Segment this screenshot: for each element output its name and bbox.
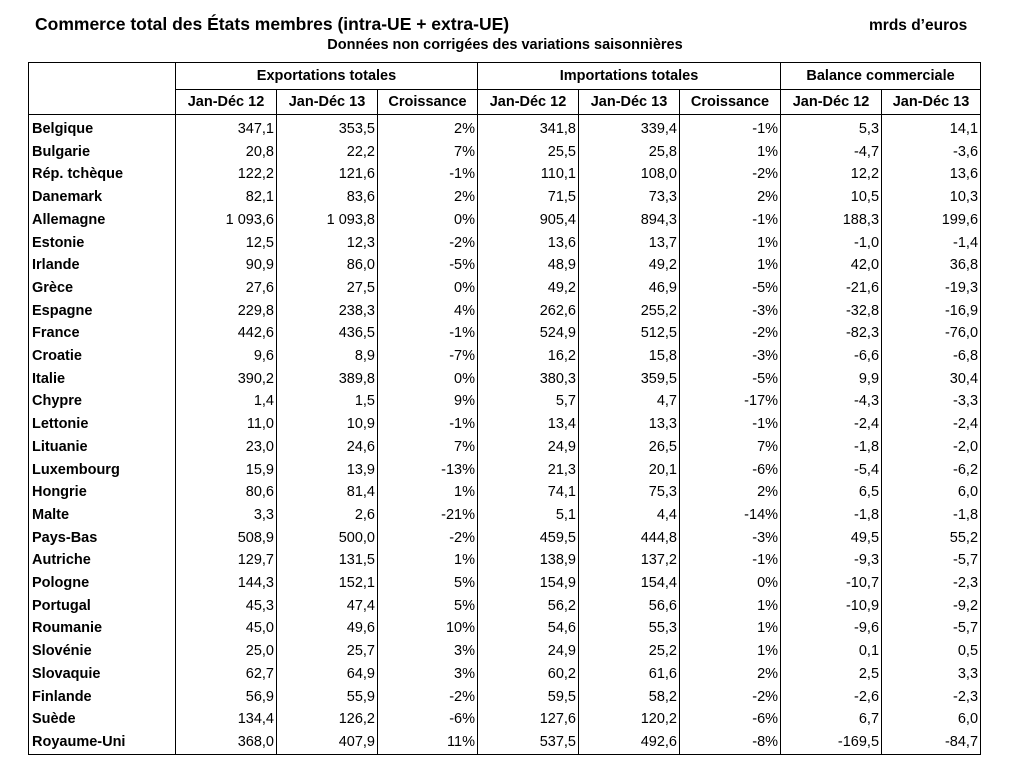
value-cell: -10,9	[781, 595, 882, 618]
country-cell: Lettonie	[29, 413, 176, 436]
table-row	[29, 436, 981, 459]
value-cell: 5,3	[781, 115, 882, 141]
table-row	[29, 209, 981, 232]
column-header: Jan-Déc 13	[579, 90, 680, 115]
value-cell: -21%	[378, 504, 478, 527]
value-cell: 71,5	[478, 186, 579, 209]
table-row	[29, 640, 981, 663]
value-cell: -2,3	[882, 572, 981, 595]
value-cell: 49,2	[478, 277, 579, 300]
value-cell: 436,5	[277, 322, 378, 345]
table-row	[29, 186, 981, 209]
value-cell: 27,5	[277, 277, 378, 300]
value-cell: -13%	[378, 459, 478, 482]
table-row	[29, 549, 981, 572]
country-cell: Rép. tchèque	[29, 163, 176, 186]
value-cell: 45,3	[176, 595, 277, 618]
value-cell: -6%	[680, 708, 781, 731]
table-row	[29, 141, 981, 164]
value-cell: 21,3	[478, 459, 579, 482]
value-cell: 23,0	[176, 436, 277, 459]
table-row	[29, 595, 981, 618]
value-cell: 15,8	[579, 345, 680, 368]
value-cell: 537,5	[478, 731, 579, 754]
value-cell: 1%	[680, 232, 781, 255]
value-cell: 13,6	[478, 232, 579, 255]
value-cell: 2,5	[781, 663, 882, 686]
value-cell: 1 093,8	[277, 209, 378, 232]
value-cell: 49,5	[781, 527, 882, 550]
group-header-imports: Importations totales	[478, 63, 781, 90]
value-cell: 15,9	[176, 459, 277, 482]
value-cell: 894,3	[579, 209, 680, 232]
value-cell: 48,9	[478, 254, 579, 277]
table-row	[29, 163, 981, 186]
value-cell: 10,5	[781, 186, 882, 209]
value-cell: -6%	[680, 459, 781, 482]
value-cell: 127,6	[478, 708, 579, 731]
value-cell: -76,0	[882, 322, 981, 345]
value-cell: 154,9	[478, 572, 579, 595]
country-cell: Lituanie	[29, 436, 176, 459]
value-cell: 905,4	[478, 209, 579, 232]
value-cell: -5%	[680, 277, 781, 300]
column-header: Jan-Déc 13	[277, 90, 378, 115]
value-cell: 121,6	[277, 163, 378, 186]
table-body	[29, 115, 981, 755]
value-cell: 407,9	[277, 731, 378, 754]
value-cell: -2,3	[882, 686, 981, 709]
value-cell: -1%	[680, 209, 781, 232]
value-cell: -3%	[680, 300, 781, 323]
value-cell: 262,6	[478, 300, 579, 323]
value-cell: 11,0	[176, 413, 277, 436]
value-cell: 389,8	[277, 368, 378, 391]
value-cell: 59,5	[478, 686, 579, 709]
value-cell: -9,2	[882, 595, 981, 618]
value-cell: 49,2	[579, 254, 680, 277]
value-cell: 60,2	[478, 663, 579, 686]
value-cell: -3%	[680, 345, 781, 368]
value-cell: 154,4	[579, 572, 680, 595]
value-cell: 5,7	[478, 390, 579, 413]
value-cell: 4,7	[579, 390, 680, 413]
country-cell: Grèce	[29, 277, 176, 300]
value-cell: 9,9	[781, 368, 882, 391]
value-cell: 353,5	[277, 115, 378, 141]
country-cell: Estonie	[29, 232, 176, 255]
value-cell: 64,9	[277, 663, 378, 686]
value-cell: -3,6	[882, 141, 981, 164]
table-row	[29, 390, 981, 413]
value-cell: -14%	[680, 504, 781, 527]
country-cell: Finlande	[29, 686, 176, 709]
table-row	[29, 686, 981, 709]
value-cell: -2%	[378, 527, 478, 550]
value-cell: -9,6	[781, 617, 882, 640]
value-cell: 10,3	[882, 186, 981, 209]
table-row	[29, 708, 981, 731]
value-cell: 0,5	[882, 640, 981, 663]
value-cell: 110,1	[478, 163, 579, 186]
country-cell: Bulgarie	[29, 141, 176, 164]
value-cell: 54,6	[478, 617, 579, 640]
value-cell: -2%	[378, 686, 478, 709]
country-cell: Belgique	[29, 115, 176, 141]
value-cell: 134,4	[176, 708, 277, 731]
value-cell: 25,2	[579, 640, 680, 663]
value-cell: 108,0	[579, 163, 680, 186]
value-cell: 10%	[378, 617, 478, 640]
value-cell: 13,7	[579, 232, 680, 255]
value-cell: 0%	[680, 572, 781, 595]
value-cell: 137,2	[579, 549, 680, 572]
value-cell: 1,5	[277, 390, 378, 413]
value-cell: 3,3	[882, 663, 981, 686]
table-row	[29, 481, 981, 504]
value-cell: 6,0	[882, 708, 981, 731]
value-cell: 2,6	[277, 504, 378, 527]
value-cell: 6,0	[882, 481, 981, 504]
value-cell: 61,6	[579, 663, 680, 686]
value-cell: 36,8	[882, 254, 981, 277]
table-row	[29, 300, 981, 323]
value-cell: 368,0	[176, 731, 277, 754]
value-cell: 0%	[378, 368, 478, 391]
country-cell: Pays-Bas	[29, 527, 176, 550]
country-cell: Slovaquie	[29, 663, 176, 686]
value-cell: 62,7	[176, 663, 277, 686]
value-cell: 122,2	[176, 163, 277, 186]
value-cell: 10,9	[277, 413, 378, 436]
value-cell: 5%	[378, 595, 478, 618]
country-cell: Espagne	[29, 300, 176, 323]
value-cell: -4,7	[781, 141, 882, 164]
country-cell: France	[29, 322, 176, 345]
value-cell: 11%	[378, 731, 478, 754]
value-cell: -2%	[680, 686, 781, 709]
value-cell: 152,1	[277, 572, 378, 595]
value-cell: 255,2	[579, 300, 680, 323]
value-cell: -1,8	[781, 504, 882, 527]
table-row	[29, 731, 981, 754]
value-cell: -9,3	[781, 549, 882, 572]
value-cell: 81,4	[277, 481, 378, 504]
value-cell: -1,4	[882, 232, 981, 255]
country-cell: Autriche	[29, 549, 176, 572]
table-row	[29, 504, 981, 527]
value-cell: -169,5	[781, 731, 882, 754]
table-row	[29, 413, 981, 436]
value-cell: 22,2	[277, 141, 378, 164]
value-cell: 138,9	[478, 549, 579, 572]
value-cell: 199,6	[882, 209, 981, 232]
page-title: Commerce total des États membres (intra-UE + extra-UE)	[35, 14, 510, 34]
value-cell: -5,7	[882, 617, 981, 640]
value-cell: 24,6	[277, 436, 378, 459]
value-cell: -1,0	[781, 232, 882, 255]
value-cell: 3,3	[176, 504, 277, 527]
value-cell: 26,5	[579, 436, 680, 459]
value-cell: 9,6	[176, 345, 277, 368]
value-cell: 55,9	[277, 686, 378, 709]
value-cell: 13,9	[277, 459, 378, 482]
value-cell: 47,4	[277, 595, 378, 618]
value-cell: 6,7	[781, 708, 882, 731]
value-cell: 4%	[378, 300, 478, 323]
value-cell: -5,4	[781, 459, 882, 482]
value-cell: 30,4	[882, 368, 981, 391]
value-cell: -1%	[680, 413, 781, 436]
value-cell: 229,8	[176, 300, 277, 323]
column-header: Jan-Déc 13	[882, 90, 981, 115]
value-cell: 56,6	[579, 595, 680, 618]
value-cell: 82,1	[176, 186, 277, 209]
value-cell: 14,1	[882, 115, 981, 141]
value-cell: -6,6	[781, 345, 882, 368]
value-cell: -7%	[378, 345, 478, 368]
value-cell: 1%	[680, 617, 781, 640]
value-cell: 1%	[680, 640, 781, 663]
value-cell: 74,1	[478, 481, 579, 504]
value-cell: 27,6	[176, 277, 277, 300]
value-cell: 380,3	[478, 368, 579, 391]
value-cell: 3%	[378, 663, 478, 686]
table-row	[29, 115, 981, 141]
value-cell: 83,6	[277, 186, 378, 209]
value-cell: -1%	[680, 115, 781, 141]
value-cell: -2,4	[781, 413, 882, 436]
value-cell: -21,6	[781, 277, 882, 300]
value-cell: 12,5	[176, 232, 277, 255]
value-cell: 73,3	[579, 186, 680, 209]
value-cell: 144,3	[176, 572, 277, 595]
value-cell: 2%	[378, 186, 478, 209]
value-cell: 58,2	[579, 686, 680, 709]
value-cell: 45,0	[176, 617, 277, 640]
value-cell: 0,1	[781, 640, 882, 663]
country-cell: Allemagne	[29, 209, 176, 232]
value-cell: 5,1	[478, 504, 579, 527]
value-cell: -2,0	[882, 436, 981, 459]
table-row	[29, 572, 981, 595]
value-cell: 5%	[378, 572, 478, 595]
value-cell: -16,9	[882, 300, 981, 323]
value-cell: 1%	[680, 595, 781, 618]
value-cell: 3%	[378, 640, 478, 663]
value-cell: 13,4	[478, 413, 579, 436]
value-cell: -8%	[680, 731, 781, 754]
table-row	[29, 232, 981, 255]
value-cell: 2%	[680, 663, 781, 686]
value-cell: 56,2	[478, 595, 579, 618]
value-cell: 7%	[378, 436, 478, 459]
value-cell: 46,9	[579, 277, 680, 300]
value-cell: 2%	[680, 481, 781, 504]
value-cell: 25,5	[478, 141, 579, 164]
value-cell: -6,8	[882, 345, 981, 368]
table-row	[29, 459, 981, 482]
value-cell: -2%	[680, 163, 781, 186]
value-cell: -1%	[378, 413, 478, 436]
value-cell: -2%	[378, 232, 478, 255]
value-cell: 126,2	[277, 708, 378, 731]
country-cell: Malte	[29, 504, 176, 527]
value-cell: -5%	[378, 254, 478, 277]
value-cell: -1%	[680, 549, 781, 572]
page-subtitle: Données non corrigées des variations saisonnières	[327, 37, 683, 53]
value-cell: 1%	[680, 254, 781, 277]
value-cell: 12,2	[781, 163, 882, 186]
country-cell: Portugal	[29, 595, 176, 618]
country-cell: Suède	[29, 708, 176, 731]
value-cell: -4,3	[781, 390, 882, 413]
value-cell: -10,7	[781, 572, 882, 595]
value-cell: 7%	[378, 141, 478, 164]
value-cell: -17%	[680, 390, 781, 413]
value-cell: 1%	[680, 141, 781, 164]
table-row	[29, 277, 981, 300]
value-cell: -84,7	[882, 731, 981, 754]
value-cell: 459,5	[478, 527, 579, 550]
value-cell: 25,7	[277, 640, 378, 663]
value-cell: 24,9	[478, 640, 579, 663]
value-cell: 86,0	[277, 254, 378, 277]
value-cell: 25,8	[579, 141, 680, 164]
value-cell: 20,8	[176, 141, 277, 164]
table-row	[29, 368, 981, 391]
value-cell: 512,5	[579, 322, 680, 345]
group-header-exports: Exportations totales	[176, 63, 478, 90]
value-cell: 339,4	[579, 115, 680, 141]
value-cell: 55,2	[882, 527, 981, 550]
value-cell: 120,2	[579, 708, 680, 731]
trade-table	[28, 62, 981, 755]
value-cell: -82,3	[781, 322, 882, 345]
value-cell: 238,3	[277, 300, 378, 323]
table-row	[29, 617, 981, 640]
value-cell: 24,9	[478, 436, 579, 459]
value-cell: 347,1	[176, 115, 277, 141]
value-cell: 16,2	[478, 345, 579, 368]
value-cell: 9%	[378, 390, 478, 413]
value-cell: 20,1	[579, 459, 680, 482]
value-cell: 8,9	[277, 345, 378, 368]
value-cell: 2%	[680, 186, 781, 209]
value-cell: 131,5	[277, 549, 378, 572]
value-cell: 524,9	[478, 322, 579, 345]
value-cell: 2%	[378, 115, 478, 141]
table-row	[29, 345, 981, 368]
country-cell: Croatie	[29, 345, 176, 368]
value-cell: -3,3	[882, 390, 981, 413]
table-row	[29, 527, 981, 550]
country-cell: Royaume-Uni	[29, 731, 176, 754]
value-cell: 12,3	[277, 232, 378, 255]
country-cell: Hongrie	[29, 481, 176, 504]
value-cell: -1%	[378, 163, 478, 186]
value-cell: 188,3	[781, 209, 882, 232]
value-cell: 4,4	[579, 504, 680, 527]
group-header-balance: Balance commerciale	[781, 63, 981, 90]
column-header: Jan-Déc 12	[781, 90, 882, 115]
value-cell: 341,8	[478, 115, 579, 141]
country-cell: Chypre	[29, 390, 176, 413]
value-cell: 42,0	[781, 254, 882, 277]
table-row	[29, 663, 981, 686]
value-cell: 49,6	[277, 617, 378, 640]
value-cell: 6,5	[781, 481, 882, 504]
value-cell: 1 093,6	[176, 209, 277, 232]
value-cell: 80,6	[176, 481, 277, 504]
value-cell: 508,9	[176, 527, 277, 550]
value-cell: -2%	[680, 322, 781, 345]
value-cell: 129,7	[176, 549, 277, 572]
value-cell: 492,6	[579, 731, 680, 754]
value-cell: 55,3	[579, 617, 680, 640]
value-cell: -5%	[680, 368, 781, 391]
table-row	[29, 322, 981, 345]
value-cell: -3%	[680, 527, 781, 550]
country-cell: Slovénie	[29, 640, 176, 663]
value-cell: 1%	[378, 549, 478, 572]
country-cell: Luxembourg	[29, 459, 176, 482]
country-cell: Irlande	[29, 254, 176, 277]
value-cell: 390,2	[176, 368, 277, 391]
value-cell: 0%	[378, 277, 478, 300]
value-cell: 56,9	[176, 686, 277, 709]
country-cell: Roumanie	[29, 617, 176, 640]
table-row	[29, 254, 981, 277]
column-header: Jan-Déc 12	[176, 90, 277, 115]
value-cell: 1%	[378, 481, 478, 504]
country-cell: Italie	[29, 368, 176, 391]
column-header: Croissance	[680, 90, 781, 115]
value-cell: 90,9	[176, 254, 277, 277]
value-cell: -2,4	[882, 413, 981, 436]
value-cell: 500,0	[277, 527, 378, 550]
value-cell: -1%	[378, 322, 478, 345]
value-cell: -1,8	[781, 436, 882, 459]
value-cell: 1,4	[176, 390, 277, 413]
corner-header	[29, 63, 176, 115]
value-cell: 13,6	[882, 163, 981, 186]
value-cell: 359,5	[579, 368, 680, 391]
value-cell: 13,3	[579, 413, 680, 436]
value-cell: -6%	[378, 708, 478, 731]
value-cell: -32,8	[781, 300, 882, 323]
value-cell: 7%	[680, 436, 781, 459]
value-cell: 25,0	[176, 640, 277, 663]
unit-label: mrds d’euros	[869, 17, 968, 34]
country-cell: Pologne	[29, 572, 176, 595]
value-cell: -6,2	[882, 459, 981, 482]
country-cell: Danemark	[29, 186, 176, 209]
value-cell: 444,8	[579, 527, 680, 550]
value-cell: 75,3	[579, 481, 680, 504]
value-cell: -1,8	[882, 504, 981, 527]
value-cell: -2,6	[781, 686, 882, 709]
value-cell: -19,3	[882, 277, 981, 300]
column-header: Jan-Déc 12	[478, 90, 579, 115]
value-cell: -5,7	[882, 549, 981, 572]
column-header: Croissance	[378, 90, 478, 115]
value-cell: 442,6	[176, 322, 277, 345]
value-cell: 0%	[378, 209, 478, 232]
